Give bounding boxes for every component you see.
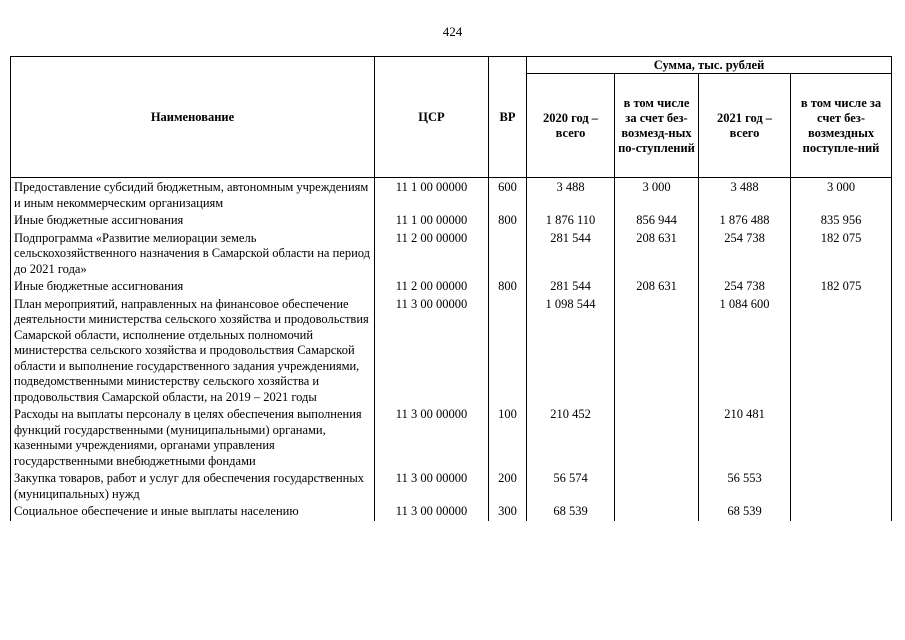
table-row (11, 503, 892, 521)
cell-2021-grants: 3 000 (791, 178, 892, 213)
cell-csr: 11 2 00 00000 (375, 278, 489, 296)
table-row (11, 470, 892, 503)
cell-vr: 800 (489, 278, 527, 296)
cell-vr: 100 (489, 406, 527, 470)
cell-name: План мероприятий, направленных на финансовое обеспечение деятельности министерства сельского хозяйства и продовольствия Самарской области, исполнение отдельных полномочий министерства сельского хозяйства и продовольствия Самарской области и выполнение государственного задания учреждениями, подведомственными министерству сельского хозяйства и продовольствия Самарской области, на 2019 – 2021 годы (11, 296, 375, 407)
cell-name: Иные бюджетные ассигнования (11, 212, 375, 230)
cell-2020-total: 3 488 (527, 178, 615, 213)
header-2021-grants: в том числе за счет без-возмездных поступле-ний (791, 74, 892, 178)
table-row (11, 278, 892, 296)
cell-2021-grants (791, 503, 892, 521)
header-2020-grants: в том числе за счет без-возмезд-ных по-ступлений (615, 74, 699, 178)
cell-2020-grants: 856 944 (615, 212, 699, 230)
cell-2020-total: 281 544 (527, 278, 615, 296)
cell-2021-grants (791, 406, 892, 470)
cell-2020-grants (615, 406, 699, 470)
table-row (11, 212, 892, 230)
cell-2020-grants (615, 470, 699, 503)
cell-2021-total: 1 876 488 (699, 212, 791, 230)
header-2021-total: 2021 год – всего (699, 74, 791, 178)
cell-name: Предоставление субсидий бюджетным, автономным учреждениям и иным некоммерческим организациям (11, 178, 375, 213)
cell-2021-total: 254 738 (699, 230, 791, 279)
cell-2021-total: 254 738 (699, 278, 791, 296)
cell-csr: 11 3 00 00000 (375, 296, 489, 407)
cell-name: Расходы на выплаты персоналу в целях обеспечения выполнения функций государственными (муниципальными) органами, казенными учреждениями, органами управления государственными внебюджетными фондами (11, 406, 375, 470)
table-row (11, 406, 892, 470)
cell-2020-grants (615, 503, 699, 521)
cell-csr: 11 1 00 00000 (375, 212, 489, 230)
cell-2021-grants: 835 956 (791, 212, 892, 230)
cell-csr: 11 3 00 00000 (375, 503, 489, 521)
cell-csr: 11 3 00 00000 (375, 406, 489, 470)
cell-2021-total: 210 481 (699, 406, 791, 470)
cell-name: Подпрограмма «Развитие мелиорации земель сельскохозяйственного назначения в Самарской области на период до 2021 года» (11, 230, 375, 279)
cell-vr: 600 (489, 178, 527, 213)
cell-vr: 200 (489, 470, 527, 503)
cell-2020-total: 56 574 (527, 470, 615, 503)
cell-2021-grants: 182 075 (791, 278, 892, 296)
cell-csr: 11 2 00 00000 (375, 230, 489, 279)
cell-vr: 800 (489, 212, 527, 230)
cell-2021-total: 1 084 600 (699, 296, 791, 407)
header-2020-total: 2020 год – всего (527, 74, 615, 178)
cell-vr: 300 (489, 503, 527, 521)
cell-2020-grants: 208 631 (615, 230, 699, 279)
cell-vr (489, 296, 527, 407)
cell-2021-grants: 182 075 (791, 230, 892, 279)
cell-csr: 11 1 00 00000 (375, 178, 489, 213)
page-number: 424 (442, 24, 463, 39)
cell-2020-total: 210 452 (527, 406, 615, 470)
cell-2021-grants (791, 470, 892, 503)
cell-vr (489, 230, 527, 279)
cell-2020-grants (615, 296, 699, 407)
table-row (11, 178, 892, 213)
header-vr: ВР (489, 57, 527, 178)
cell-2020-total: 1 876 110 (527, 212, 615, 230)
cell-2020-total: 68 539 (527, 503, 615, 521)
budget-table (10, 56, 892, 521)
cell-csr: 11 3 00 00000 (375, 470, 489, 503)
cell-name: Закупка товаров, работ и услуг для обеспечения государственных (муниципальных) нужд (11, 470, 375, 503)
header-name: Наименование (11, 57, 375, 178)
cell-2020-total: 1 098 544 (527, 296, 615, 407)
cell-2020-grants: 208 631 (615, 278, 699, 296)
header-csr: ЦСР (375, 57, 489, 178)
header-sum-group: Сумма, тыс. рублей (527, 57, 892, 74)
cell-2021-total: 68 539 (699, 503, 791, 521)
table-row (11, 230, 892, 279)
cell-name: Социальное обеспечение и иные выплаты населению (11, 503, 375, 521)
cell-2020-total: 281 544 (527, 230, 615, 279)
cell-2021-total: 3 488 (699, 178, 791, 213)
cell-2021-total: 56 553 (699, 470, 791, 503)
cell-name: Иные бюджетные ассигнования (11, 278, 375, 296)
table-row (11, 296, 892, 407)
cell-2021-grants (791, 296, 892, 407)
cell-2020-grants: 3 000 (615, 178, 699, 213)
